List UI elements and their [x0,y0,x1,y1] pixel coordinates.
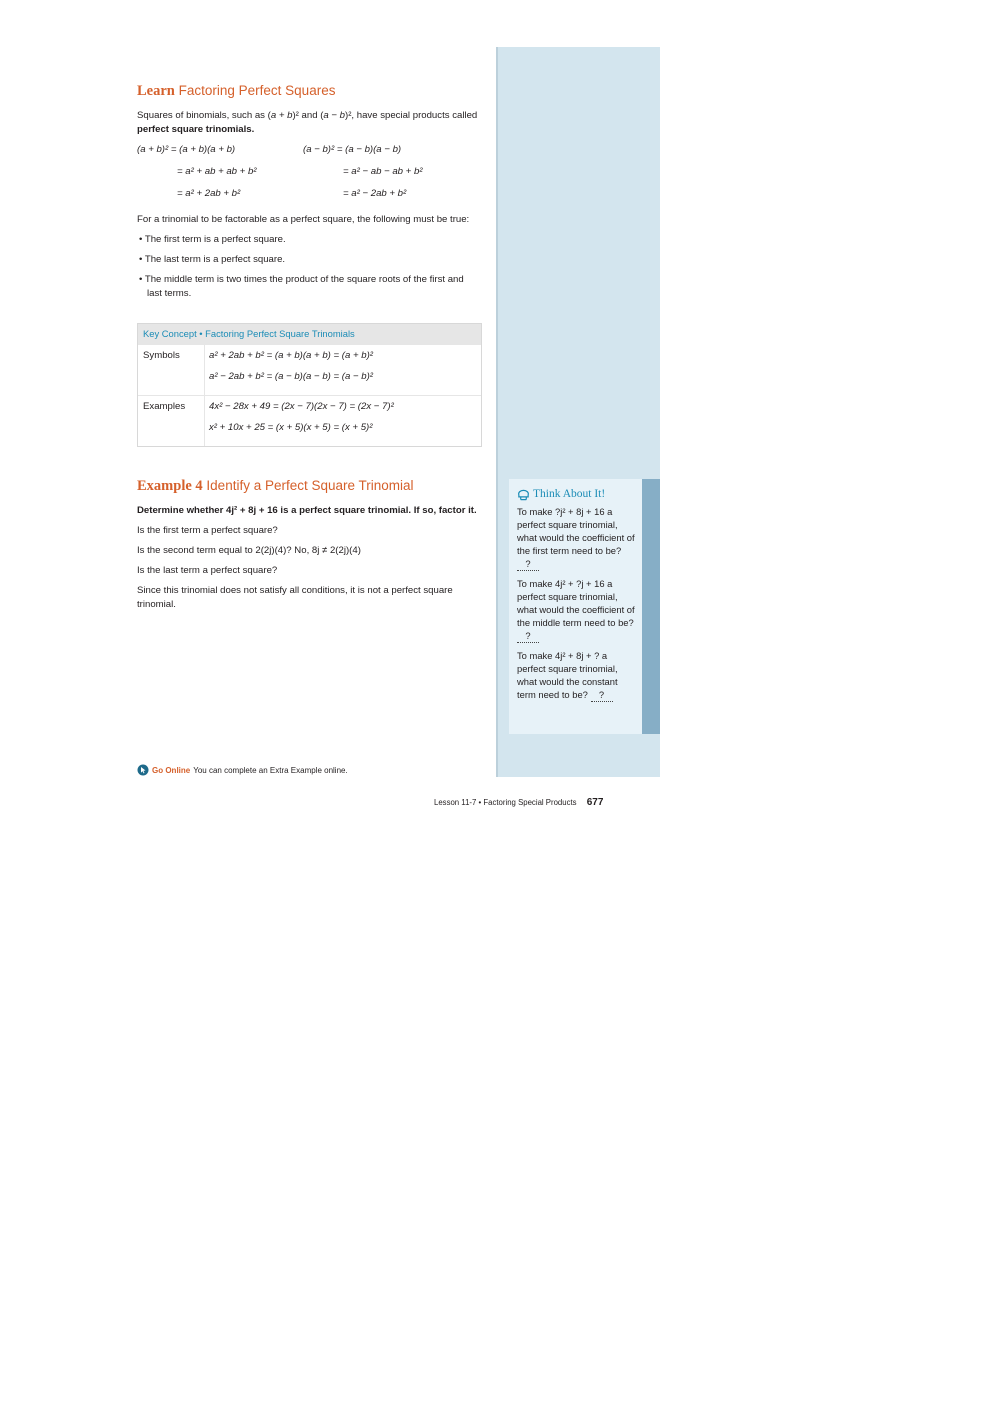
think-title-row [517,488,635,501]
intro-binomial-1: a + b [270,110,293,121]
row-label: Examples [138,396,205,446]
think-box-strip [642,479,660,734]
main-column [137,82,481,618]
example-heading [137,477,481,495]
example-step-2: Is the second term equal to 2(2j)(4)? No, 8j ≠ 2(2j)(4) [137,545,361,556]
learn-keyword: Learn [137,83,175,99]
example-formula-1: 4x² − 28x + 49 = (2x − 7)(2x − 7) = (2x − 7)² [209,401,394,412]
key-concept-header: Key Concept • Factoring Perfect Square Trinomials [138,324,481,344]
think-question-1: To make ?j² + 8j + 16 a perfect square trinomial, what would the coefficient of the first term need to be? ? [517,506,635,569]
example-prompt: Determine whether 4j² + 8j + 16 is a perfect square trinomial. If so, factor it. [137,505,477,516]
go-online-text: You can complete an Extra Example online. [193,765,348,775]
condition-intro: For a trinomial to be factorable as a perfect square, the following must be true: [137,214,470,225]
intro-text-2: )² and ( [292,110,324,121]
example-formula-2: x² + 10x + 25 = (x + 5)(x + 5) = (x + 5)² [209,422,373,433]
go-online-label: Go Online [152,765,191,775]
think-question-2: To make 4j² + ?j + 16 a perfect square trinomial, what would the coefficient of the middle term need to be? ? [517,578,635,641]
learn-intro [137,109,481,137]
expansion-equations [137,143,481,201]
go-online-link[interactable] [137,764,348,776]
example-conclusion: Since this trinomial does not satisfy all conditions, it is not a perfect square trinomial. [137,585,453,610]
learn-heading [137,82,481,100]
answer-blank[interactable]: ? [517,557,539,571]
answer-blank[interactable]: ? [517,629,539,643]
cursor-icon [137,764,149,776]
sidebar-divider [496,47,498,777]
think-question-3: To make 4j² + 8j + ? a perfect square trinomial, what would the constant term need to be? ? [517,650,618,700]
bullet-middle-term: • The middle term is two times the product of the square roots of the first and last terms. [139,274,464,299]
page-footer [434,797,603,808]
equation-diff-3: = a² − 2ab + b² [343,188,407,199]
example-step-1: Is the first term a perfect square? [137,525,278,536]
bullet-first-term: • The first term is a perfect square. [139,234,286,245]
page-number: 677 [586,797,604,808]
intro-text-1: Squares of binomials, such as ( [137,110,271,121]
intro-term: perfect square trinomials. [137,124,255,135]
equation-sum-1: (a + b)² = (a + b)(a + b) [137,144,236,155]
answer-blank[interactable]: ? [591,688,613,702]
brain-icon [517,489,530,501]
example-keyword: Example 4 [137,478,203,494]
equation-diff-2: = a² − ab − ab + b² [343,166,423,177]
key-concept-box [137,323,482,447]
symbol-formula-diff: a² − 2ab + b² = (a − b)(a − b) = (a − b)² [209,371,373,382]
key-concept-row-examples [138,395,481,446]
think-about-it [517,488,635,708]
bullet-last-term: • The last term is a perfect square. [139,254,286,265]
example-title: Identify a Perfect Square Trinomial [206,478,414,493]
intro-binomial-2: a − b [323,110,346,121]
equation-sum-3: = a² + 2ab + b² [177,188,241,199]
think-title: Think About It! [533,488,606,500]
row-label: Symbols [138,345,205,395]
footer-lesson: Lesson 11-7 • Factoring Special Products [434,798,577,807]
equation-sum-2: = a² + ab + ab + b² [177,166,257,177]
equation-diff-1: (a − b)² = (a − b)(a − b) [303,144,402,155]
learn-title: Factoring Perfect Squares [178,83,336,98]
symbol-formula-sum: a² + 2ab + b² = (a + b)(a + b) = (a + b)² [209,350,373,361]
intro-text-3: )², have special products called [345,110,478,121]
example-step-3: Is the last term a perfect square? [137,565,278,576]
key-concept-row-symbols [138,344,481,395]
